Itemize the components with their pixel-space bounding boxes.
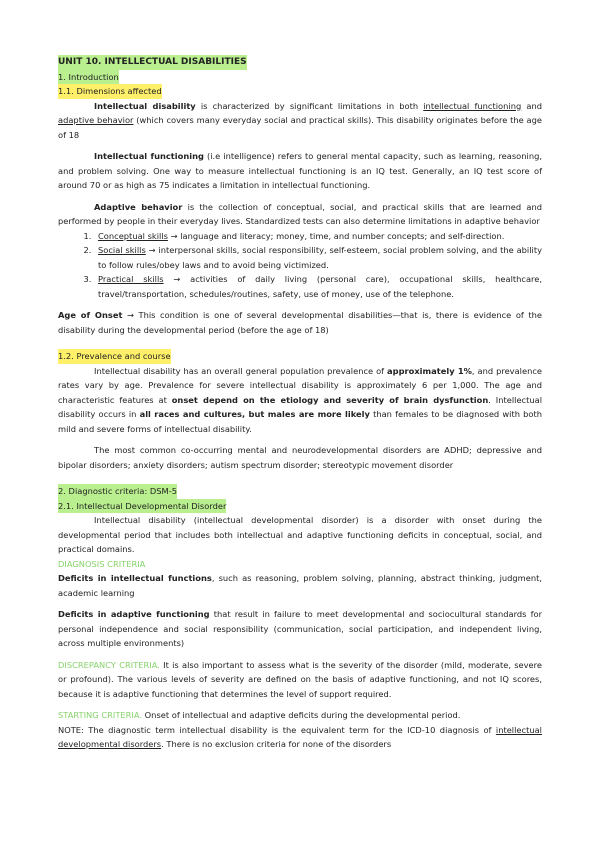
paragraph-deficits-intellectual: Deficits in intellectual functions, such as reasoning, problem solving, planning, abstract thinking, judgment, academic learning (58, 573, 542, 598)
diagnosis-criteria-label: DIAGNOSIS CRITERIA (58, 558, 146, 569)
paragraph-definition: Intellectual disability (intellectual developmental disorder) is a disorder with onset during the developmental period that includes both intellectual and adaptive functioning deficits in conceptual, social, and practical domains. (58, 515, 542, 554)
unit-title: UNIT 10. INTELLECTUAL DISABILITIES (58, 54, 542, 70)
section-1-1-heading: 1.1. Dimensions affected (58, 84, 542, 99)
section-2-heading: 2. Diagnostic criteria: DSM-5 (58, 484, 542, 499)
adaptive-skills-list (58, 229, 542, 302)
paragraph-adaptive-behavior: Adaptive behavior is the collection of conceptual, social, and practical skills that are learned and performed by people in their everyday lives. Standardized tests can also determine limitations in adaptive behavior (58, 201, 542, 226)
paragraph-deficits-adaptive: Deficits in adaptive functioning that result in failure to meet developmental and sociocultural standards for personal independence and social responsibility (communication, social participation, and independent living, across multiple environments) (58, 609, 542, 648)
paragraph-co-occurring: The most common co-occurring mental and neurodevelopmental disorders are ADHD; depressive and bipolar disorders; anxiety disorders; autism spectrum disorder; stereotypic movement disorder (58, 445, 542, 470)
section-1-2-heading: 1.2. Prevalence and course (58, 349, 542, 364)
section-2-1-heading: 2.1. Intellectual Developmental Disorder (58, 499, 542, 514)
list-item: 2. Social skills → interpersonal skills, social responsibility, self-esteem, social problem solving, and the ability to follow rules/obey laws and to avoid being victimized. (94, 243, 542, 272)
section-1-heading: 1. Introduction (58, 70, 542, 85)
paragraph-intellectual-disability: Intellectual disability is characterized by significant limitations in both intellectual functioning and adaptive behavior (which covers many everyday social and practical skills). This disability originates before the age of 18 (58, 100, 542, 140)
list-item: 3. Practical skills → activities of daily living (personal care), occupational skills, healthcare, travel/transportation, schedules/routines, safety, use of money, use of the telephone. (94, 272, 542, 301)
paragraph-note: NOTE: The diagnostic term intellectual disability is the equivalent term for the ICD-10 diagnosis of intellectual developmental disorders. There is no exclusion criteria for none of the disorders (58, 724, 542, 749)
paragraph-age-of-onset: Age of Onset → This condition is one of several developmental disabilities—that is, there is evidence of the disability during the developmental period (before the age of 18) (58, 310, 542, 335)
paragraph-intellectual-functioning: Intellectual functioning (i.e intelligence) refers to general mental capacity, such as learning, reasoning, and problem solving. One way to measure intellectual functioning is an IQ test. Generally, an IQ test score of around 70 or as high as 75 indicates a limitation in intellectual functioning. (58, 151, 542, 190)
list-item: 1. Conceptual skills → language and literacy; money, time, and number concepts; and self-direction. (94, 229, 542, 244)
paragraph-prevalence: Intellectual disability has an overall general population prevalence of approximately 1%, and prevalence rates vary by age. Prevalence for severe intellectual disability is approximately 6 per 1,000. The age and characteristic features at onset depend on the etiology and severity of brain dysfunction. Intellectual disability occurs in all races and cultures, but males are more likely than females to be diagnosed with both mild and severe forms of intellectual disability. (58, 365, 543, 434)
paragraph-starting: STARTING CRITERIA. Onset of intellectual and adaptive deficits during the developmental period. (58, 710, 461, 720)
paragraph-discrepancy: DISCREPANCY CRITERIA. It is also important to assess what is the severity of the disorder (mild, moderate, severe or profound). The various levels of severity are defined on the basis of adaptive functioning, and not IQ scores, because it is adaptive functioning that determines the level of support required. (58, 659, 542, 699)
